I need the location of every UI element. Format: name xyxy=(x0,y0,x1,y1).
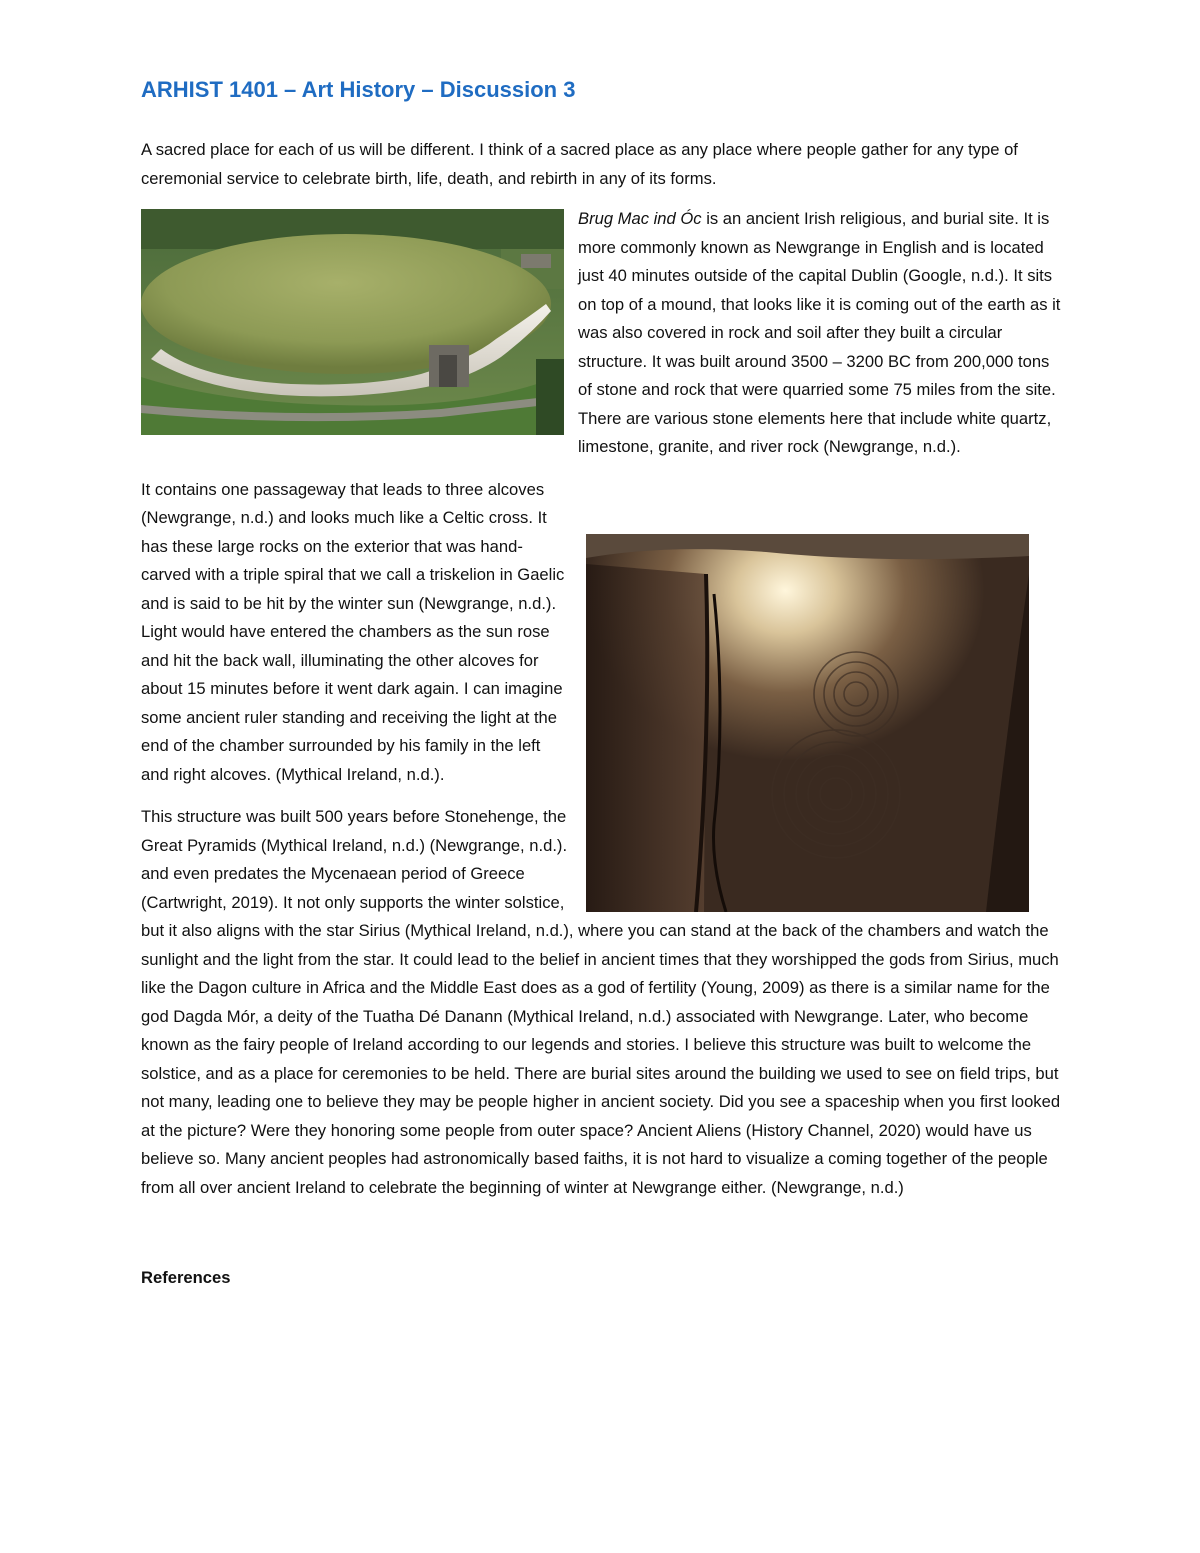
newgrange-section xyxy=(141,205,1061,462)
newgrange-paragraph-text: is an ancient Irish religious, and burial site. It is more commonly known as Newgrange in English and is located just 40 minutes outside of the capital Dublin (Google, n.d.). It sits on top of a mound, that looks like it is coming out of the earth as it was also covered in rock and soil after they built a circular structure. It was built around 3500 – 3200 BC from 200,000 tons of stone and rock that were quarried some 75 miles from the site. There are various stone elements here that include white quartz, limestone, granite, and river rock (Newgrange, n.d.). xyxy=(578,209,1061,456)
structure-paragraph: This structure was built 500 years before Stonehenge, the Great Pyramids (Mythical Ireland, n.d.) (Newgrange, n.d.). and even predates the Mycenaean period of Greece (Cartwright, 2019). It not only supports the winter solstice, but it also aligns with the star Sirius (Mythical Ireland, n.d.), where you can stand at the back of the chambers and watch the sunlight and the light from the star. It could lead to the belief in ancient times that they worshipped the gods from Sirius, much like the Dagon culture in Africa and the Middle East does as a god of fertility (Young, 2009) as there is a similar name for the god Dagda Mór, a deity of the Tuatha Dé Danann (Mythical Ireland, n.d.) associated with Newgrange. Later, who become known as the fairy people of Ireland according to our legends and stories. I believe this structure was built to welcome the solstice, and as a place for ceremonies to be held. There are burial sites around the building we used to see on field trips, but not many, leading one to believe they may be people higher in ancient society. Did you see a spaceship when you first looked at the picture? Were they honoring some people from outer space? Ancient Aliens (History Channel, 2020) would have us believe so. Many ancient peoples had astronomically based faiths, it is not hard to visualize a coming together of the people from all over ancient Ireland to celebrate the beginning of winter at Newgrange either. (Newgrange, n.d.) xyxy=(141,807,1061,1197)
intro-paragraph: A sacred place for each of us will be different. I think of a sacred place as any place where people gather for any type of ceremonial service to celebrate birth, life, death, and rebirth in any of its forms. xyxy=(141,140,1018,188)
passageway-section xyxy=(141,476,1061,1203)
references-heading: References xyxy=(141,1268,231,1287)
document-page xyxy=(141,70,1061,1288)
passageway-paragraph: It contains one passageway that leads to three alcoves (Newgrange, n.d.) and looks much like a Celtic cross. It has these large rocks on the exterior that was hand-carved with a triple spiral that we call a triskelion in Gaelic and is said to be hit by the winter sun (Newgrange, n.d.). Light would have entered the chambers as the sun rose and hit the back wall, illuminating the other alcoves for about 15 minutes before it went dark again. I can imagine some ancient ruler standing and receiving the light at the end of the chamber surrounded by his family in the left and right alcoves. (Mythical Ireland, n.d.). xyxy=(141,479,565,784)
irish-name: Brug Mac ind Óc xyxy=(578,209,702,228)
newgrange-aerial-photo xyxy=(141,209,564,435)
chamber-carving-photo xyxy=(586,534,1029,912)
document-title: ARHIST 1401 – Art History – Discussion 3 xyxy=(141,77,576,102)
